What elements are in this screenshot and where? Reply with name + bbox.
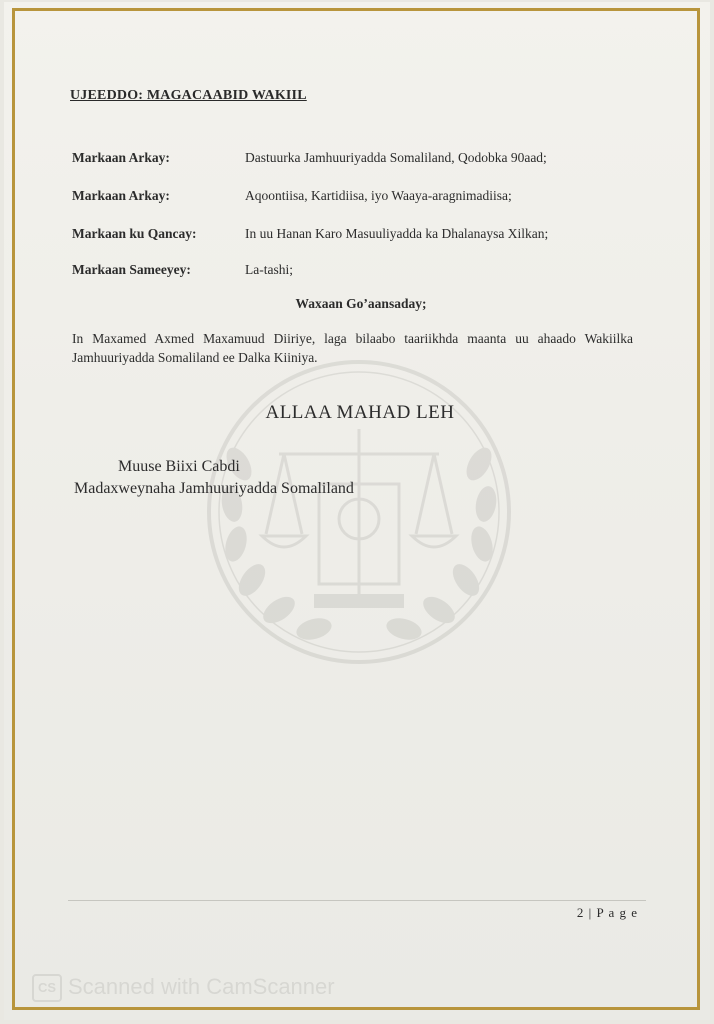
scanner-watermark — [32, 974, 335, 1002]
preamble-label: Markaan Arkay: — [72, 150, 170, 165]
preamble-label: Markaan Arkay: — [72, 188, 170, 203]
page-number: 2 | P a g e — [576, 905, 638, 920]
decision-heading: Waxaan Go’aansaday; — [295, 296, 427, 311]
decision-text: In Maxamed Axmed Maxamuud Diiriye, laga bilaabo taariikhda maanta uu ahaado Wakiilka Jamhuuriyadda Somaliland ee Dalka Kiiniya. — [72, 331, 633, 365]
preamble-label: Markaan ku Qancay: — [72, 226, 197, 241]
preamble-value: Dastuurka Jamhuuriyadda Somaliland, Qodobka 90aad; — [245, 150, 547, 165]
preamble-label: Markaan Sameeyey: — [72, 262, 191, 277]
signer-name: Muuse Biixi Cabdi — [118, 458, 240, 475]
preamble-value: Aqoontiisa, Kartidiisa, iyo Waaya-aragnimadiisa; — [245, 188, 512, 203]
document-subject: UJEEDDO: MAGACAABID WAKIIL — [70, 88, 307, 103]
document-page — [4, 2, 710, 1020]
camscanner-logo-icon: CS — [32, 974, 62, 1002]
closing-phrase: ALLAA MAHAD LEH — [265, 402, 455, 423]
signer-title: Madaxweynaha Jamhuuriyadda Somaliland — [74, 480, 354, 497]
preamble-value: In uu Hanan Karo Masuuliyadda ka Dhalanaysa Xilkan; — [245, 226, 549, 241]
scanner-watermark-text: Scanned with CamScanner — [68, 974, 335, 999]
preamble-value: La-tashi; — [245, 262, 293, 277]
footer-divider — [68, 900, 646, 901]
